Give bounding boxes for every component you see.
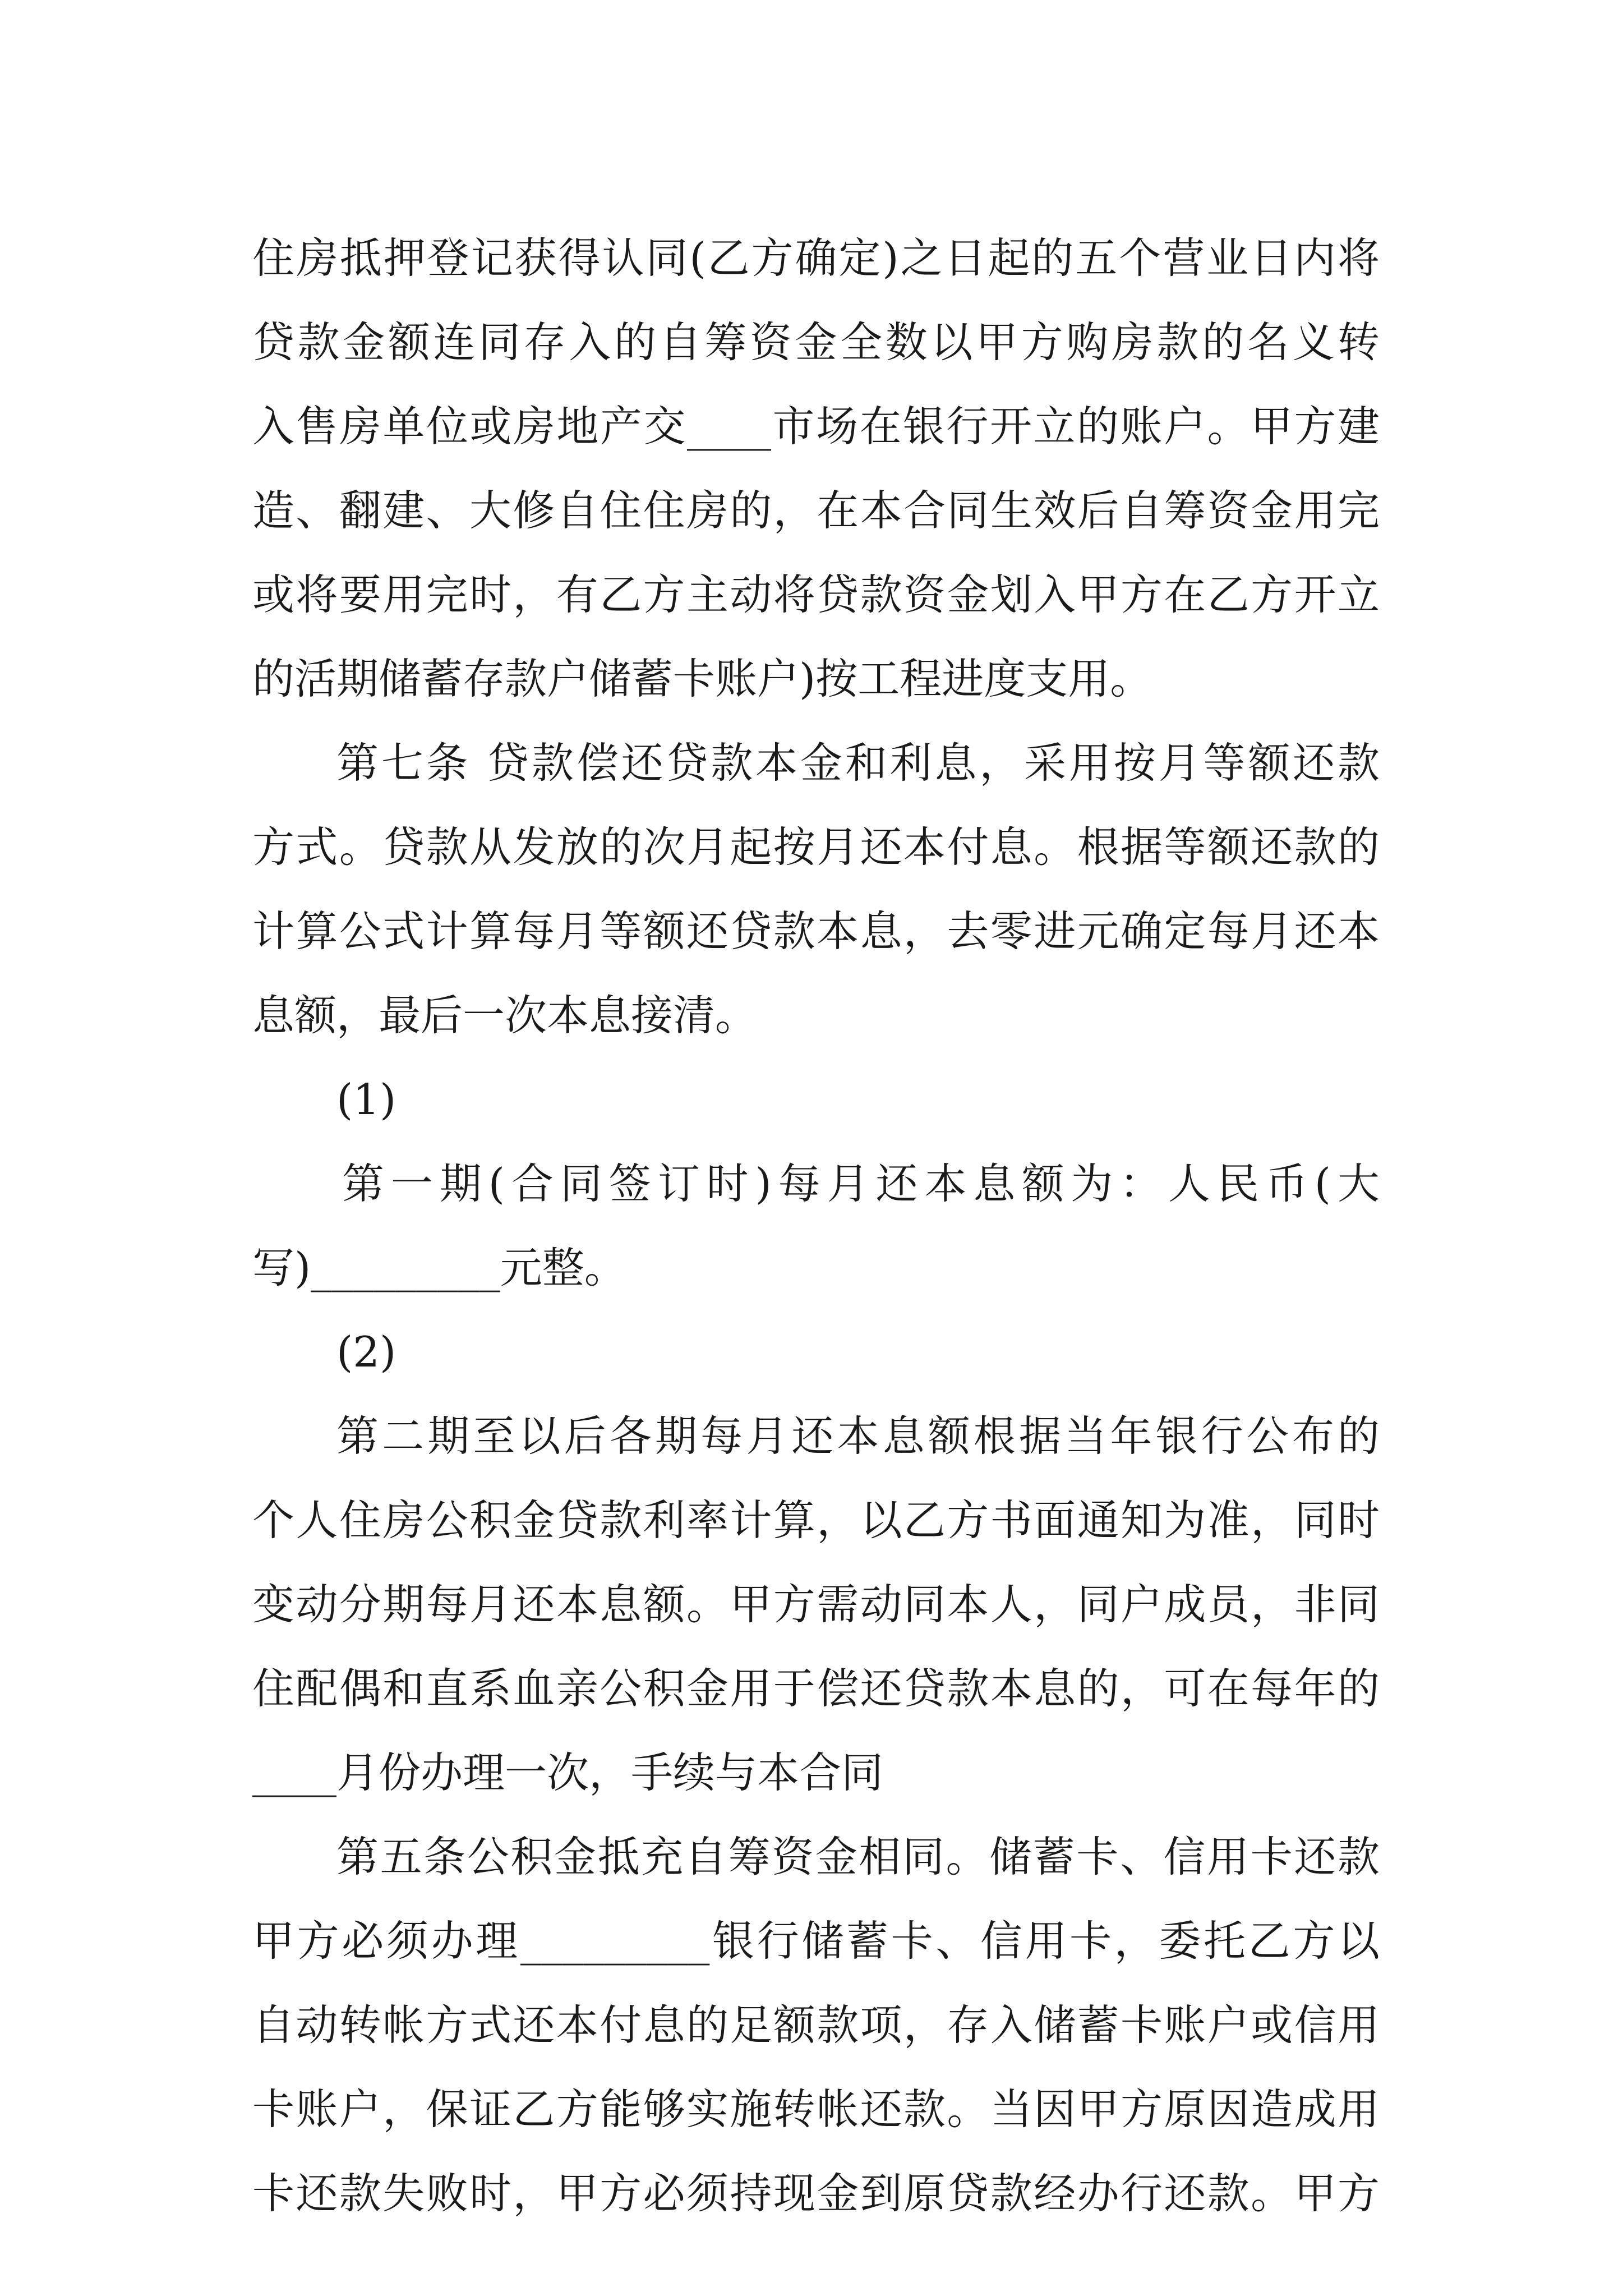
text-line: 贷款金额连同存入的自筹资金全数以甲方购房款的名义转 (252, 318, 1380, 367)
article-5-heading-line: 第五条公积金抵充自筹资金相同。储蓄卡、信用卡还款 (336, 1832, 1380, 1881)
item-number-2: (2) (336, 1327, 396, 1377)
text-line: 住配偶和直系血亲公积金用于偿还贷款本息的，可在每年的 (252, 1664, 1380, 1713)
text-line: 第二期至以后各期每月还本息额根据当年银行公布的 (336, 1411, 1380, 1461)
text-line: 甲方必须办理_________银行储蓄卡、信用卡，委托乙方以 (252, 1916, 1380, 1966)
text-line: 造、翻建、大修自住住房的，在本合同生效后自筹资金用完 (252, 486, 1380, 535)
text-line: 息额，最后一次本息接清。 (252, 991, 758, 1040)
text-line: 入售房单位或房地产交____市场在银行开立的账户。甲方建 (252, 402, 1380, 451)
text-line: 变动分期每月还本息额。甲方需动同本人，同户成员，非同 (252, 1580, 1380, 1629)
text-line: 个人住房公积金贷款利率计算，以乙方书面通知为准，同时 (252, 1496, 1380, 1545)
text-line: 写)_________元整。 (252, 1243, 626, 1292)
item-number-1: (1) (336, 1075, 396, 1124)
text-line: 卡还款失败时，甲方必须持现金到原贷款经办行还款。甲方 (252, 2169, 1380, 2218)
text-line: 卡账户，保证乙方能够实施转帐还款。当因甲方原因造成用 (252, 2085, 1380, 2134)
text-line: 自动转帐方式还本付息的足额款项，存入储蓄卡账户或信用 (252, 2000, 1380, 2050)
text-line: ____月份办理一次，手续与本合同 (252, 1748, 884, 1797)
text-line: 住房抵押登记获得认同(乙方确定)之日起的五个营业日内将 (252, 233, 1380, 283)
text-line: 计算公式计算每月等额还贷款本息，去零进元确定每月还本 (252, 907, 1380, 956)
text-line: 方式。贷款从发放的次月起按月还本付息。根据等额还款的 (252, 822, 1380, 872)
article-7-heading-line: 第七条 贷款偿还贷款本金和利息，采用按月等额还款 (336, 738, 1380, 788)
text-line: 或将要用完时，有乙方主动将贷款资金划入甲方在乙方开立 (252, 570, 1380, 619)
text-line: 第一期(合同签订时)每月还本息额为：人民币(大 (342, 1159, 1380, 1208)
text-line: 的活期储蓄存款户储蓄卡账户)按工程进度支用。 (252, 654, 1152, 703)
